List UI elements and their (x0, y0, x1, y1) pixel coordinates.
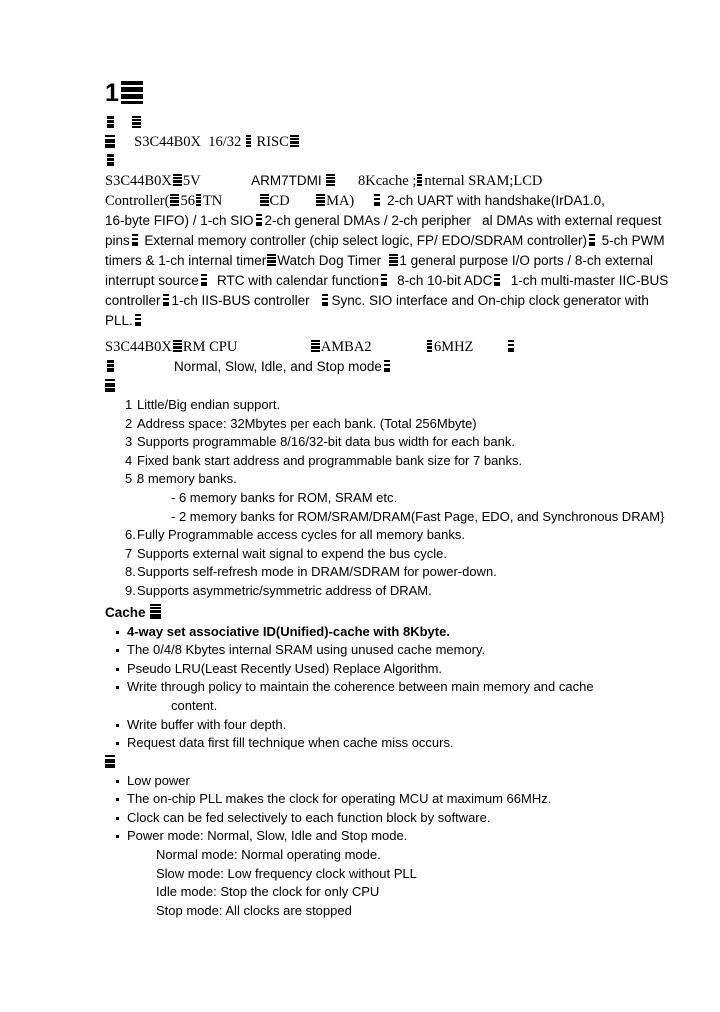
list-item (105, 526, 635, 545)
missing-glyph-icon (416, 173, 424, 187)
list-text: 4-way set associative ID(Unified)-cache with 8Kbyte. (127, 623, 450, 639)
sub-list-text: - 6 memory banks for ROM, SRAM etc. (171, 489, 398, 505)
list-text: Write buffer with four depth. (127, 716, 287, 732)
spec-voltage: 5V (182, 173, 201, 189)
intro-marker-line-1 (105, 114, 635, 133)
cpu-speed: 6MHZ (433, 339, 474, 355)
bullet-icon (116, 649, 119, 652)
list-item (105, 563, 635, 582)
cache-section-heading (105, 603, 635, 623)
missing-glyph-icon (254, 213, 265, 227)
missing-glyph-icon (382, 359, 393, 373)
list-item (105, 452, 635, 471)
power-mode-line (105, 902, 635, 921)
list-item (105, 716, 635, 735)
feature-pll: PLL. (105, 313, 133, 328)
list-marker: 4 (125, 452, 133, 468)
missing-glyph-icon (266, 253, 277, 267)
list-item (105, 582, 635, 601)
list-text: The 0/4/8 Kbytes internal SRAM using unused cache memory. (127, 642, 486, 658)
cpu-modes-line (105, 357, 635, 377)
spec-line-7 (105, 291, 649, 311)
list-text: Power mode: Normal, Slow, Idle and Stop mode. (127, 828, 408, 844)
cpu-line (105, 338, 635, 357)
memory-section-marker (105, 377, 635, 396)
missing-glyph-icon (199, 273, 210, 287)
list-item (105, 772, 635, 791)
power-mode-text: Stop mode: All clocks are stopped (156, 902, 352, 918)
bullet-icon (116, 780, 119, 783)
power-mode-line (105, 846, 635, 865)
list-item (105, 678, 635, 697)
missing-glyph-icon (310, 339, 321, 353)
list-item (105, 623, 635, 642)
controller-lcd: CD (269, 193, 290, 209)
feature-int-a: interrupt source (105, 273, 199, 288)
list-item (105, 433, 635, 452)
list-item (105, 545, 635, 564)
feature-pins-a: pins (105, 233, 130, 248)
list-text: The on-chip PLL makes the clock for operating MCU at maximum 66MHz. (127, 791, 552, 807)
missing-glyph-icon (131, 115, 142, 129)
missing-glyph-icon (587, 233, 598, 247)
memory-controller-list (105, 396, 665, 601)
cpu-modes: Normal, Slow, Idle, and Stop mode (174, 359, 382, 374)
missing-glyph-icon (195, 193, 203, 207)
list-marker: 7 (125, 545, 133, 561)
missing-glyph-icon (149, 603, 162, 620)
spec-cache-tail: nternal SRAM;LCD (424, 173, 543, 189)
list-text: Address space: 32Mbytes per each bank. (Total 256Mbyte) (137, 415, 477, 431)
feature-ctrl-a: controller (105, 293, 161, 308)
power-mode-text: Idle mode: Stop the clock for only CPU (156, 884, 380, 900)
missing-glyph-icon (130, 233, 141, 247)
cpu-bus: AMBA2 (320, 339, 372, 355)
list-text: Fully Programmable access cycles for all memory banks. (137, 527, 465, 543)
list-item (105, 415, 635, 434)
list-text: Low power (127, 772, 190, 788)
spec-line-3 (105, 211, 662, 231)
list-item (105, 827, 635, 846)
power-mode-line (105, 865, 635, 884)
missing-glyph-icon (133, 313, 144, 327)
feature-timer-b: Watch Dog Timer (277, 253, 382, 268)
list-text: Fixed bank start address and programmable bank size for 7 banks. (137, 452, 523, 468)
missing-glyph-icon (105, 754, 116, 768)
list-marker: 2 (125, 415, 133, 431)
list-marker: 1 (125, 397, 133, 412)
bullet-icon (116, 798, 119, 801)
feature-ctrl-c: Sync. SIO interface and On-chip clock generator with (331, 293, 649, 308)
missing-glyph-icon (172, 173, 183, 187)
missing-glyph-icon (320, 293, 331, 307)
list-text: Clock can be fed selectively to each function block by software. (127, 809, 491, 825)
feature-int-c: 8-ch 10-bit ADC (397, 273, 493, 288)
missing-glyph-icon (161, 293, 172, 307)
missing-glyph-icon (105, 153, 116, 167)
spec-core: ARM7TDMI (251, 173, 322, 188)
list-marker: 6. (125, 527, 136, 543)
bullet-icon (116, 742, 119, 745)
feature-ctrl-b: 1-ch IIS-BUS controller (171, 293, 310, 308)
bullet-icon (116, 817, 119, 820)
missing-glyph-icon (315, 193, 326, 207)
list-continuation (105, 697, 635, 716)
controller-tn: TN (202, 193, 223, 209)
list-marker: 8. (125, 564, 136, 580)
missing-glyph-icon (169, 193, 180, 207)
list-text: Supports external wait signal to expend the bus cycle. (137, 545, 448, 561)
feature-timer-a: timers & 1-ch internal timer (105, 253, 267, 268)
cpu-chip: S3C44B0X (105, 339, 172, 355)
controller-prefix: Controller( (105, 193, 170, 209)
power-mode-text: Normal mode: Normal operating mode. (156, 847, 381, 863)
spec-line-8 (105, 311, 635, 331)
list-text: Write through policy to maintain the coherence between main memory and cache (127, 679, 594, 695)
spec-chip: S3C44B0X (105, 173, 172, 189)
list-text: Request data first fill technique when cache miss occurs. (127, 735, 454, 751)
cpu-label: RM CPU (182, 339, 238, 355)
cache-feature-list (105, 623, 635, 753)
missing-glyph-icon (388, 253, 399, 267)
missing-glyph-icon (105, 359, 116, 373)
sub-list-text: - 2 memory banks for ROM/SRAM/DRAM(Fast Page, EDO, and Synchronous DRAM} (171, 508, 665, 524)
missing-glyph-icon (506, 339, 517, 353)
clock-power-list (105, 772, 635, 921)
sub-list-item (105, 489, 635, 508)
list-item (105, 641, 635, 660)
clock-section-marker (105, 753, 635, 772)
list-text: Pseudo LRU(Least Recently Used) Replace Algorithm. (127, 660, 443, 676)
spec-line-1 (105, 171, 635, 191)
spec-line-4 (105, 231, 665, 251)
controller-dma: MA) (326, 193, 355, 209)
spec-line-2 (105, 191, 635, 211)
intro-marker-line-2 (105, 152, 635, 171)
missing-glyph-icon (245, 134, 253, 148)
intro-chip-text: S3C44B0X 16/32 (134, 134, 242, 150)
spec-line-6 (105, 271, 669, 291)
list-item (105, 470, 635, 489)
list-item (105, 734, 635, 753)
feature-int-b: RTC with calendar function (217, 273, 379, 288)
feature-fifo-b: 2-ch general DMAs / 2-ch peripher al DMAs with external request (264, 213, 662, 228)
feature-uart: 2-ch UART with handshake(IrDA1.0, (387, 193, 605, 208)
missing-glyph-icon (379, 273, 390, 287)
missing-glyph-icon (426, 339, 434, 353)
bullet-icon (116, 668, 119, 671)
sub-list-item (105, 508, 665, 527)
list-item (105, 809, 635, 828)
intro-chip-line (105, 133, 635, 152)
list-text: Supports asymmetric/symmetric address of DRAM. (137, 582, 432, 598)
power-mode-line (105, 883, 635, 902)
bullet-icon (116, 631, 119, 634)
missing-glyph-icon (105, 378, 116, 392)
missing-glyph-icon (492, 273, 503, 287)
bullet-icon (116, 686, 119, 689)
page-title-number: 1 (105, 79, 119, 107)
continuation-text: content. (171, 697, 218, 713)
feature-timer-c: 1 general purpose I/O ports / 8-ch external (399, 253, 653, 268)
list-marker: 5 . (125, 471, 140, 487)
bullet-icon (116, 724, 119, 727)
missing-glyph-icon (119, 80, 145, 105)
missing-glyph-icon (372, 193, 383, 207)
list-marker: 9. (125, 582, 136, 598)
missing-glyph-icon (325, 173, 336, 187)
list-text: Supports programmable 8/16/32-bit data bus width for each bank. (137, 434, 515, 450)
list-marker: 3 (125, 434, 133, 450)
list-item (105, 790, 635, 809)
controller-mid: 56 (180, 193, 195, 209)
missing-glyph-icon (289, 134, 300, 148)
missing-glyph-icon (172, 339, 183, 353)
list-item (105, 396, 635, 415)
cache-heading-text: Cache (105, 604, 146, 620)
list-item (105, 660, 635, 679)
spec-line-5 (105, 251, 653, 271)
feature-int-d: 1-ch multi-master IIC-BUS (510, 273, 669, 288)
document-body (105, 78, 669, 920)
bullet-icon (116, 835, 119, 838)
missing-glyph-icon (105, 134, 116, 148)
list-text: Supports self-refresh mode in DRAM/SDRAM for power-down. (137, 564, 497, 580)
page-title (105, 78, 635, 108)
list-text: 8 memory banks. (137, 471, 237, 487)
intro-chip-tail: RISC (256, 134, 289, 150)
feature-fifo-a: 16-byte FIFO) / 1-ch SIO (105, 213, 254, 228)
missing-glyph-icon (105, 115, 116, 129)
spec-cache: 8Kcache ; (357, 173, 417, 189)
spacer (105, 331, 635, 338)
feature-pins-b: External memory controller (chip select logic, FP/ EDO/SDRAM controller) (144, 233, 588, 248)
power-mode-text: Slow mode: Low frequency clock without PLL (156, 865, 417, 881)
missing-glyph-icon (259, 193, 270, 207)
list-text: Little/Big endian support. (137, 397, 281, 412)
feature-pins-c: 5-ch PWM (601, 233, 665, 248)
